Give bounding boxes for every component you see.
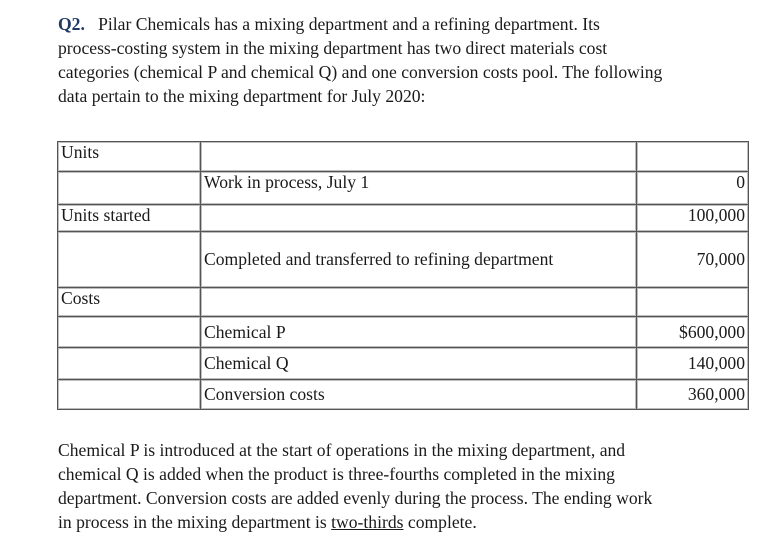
question-intro <box>58 12 748 108</box>
row-value <box>637 288 749 317</box>
row-description: Work in process, July 1 <box>201 172 637 205</box>
outro-line-2: chemical Q is added when the product is three-fourths completed in the mixing <box>58 464 615 484</box>
mixing-department-data-table <box>57 141 749 410</box>
row-description: Conversion costs <box>201 380 637 410</box>
underlined-fraction: two-thirds <box>331 512 404 532</box>
row-label: Units started <box>58 205 201 232</box>
table-row <box>58 205 749 232</box>
row-value: 0 <box>637 172 749 205</box>
question-number: Q2. <box>58 14 85 34</box>
intro-line-4: data pertain to the mixing department for July 2020: <box>58 86 426 106</box>
row-label <box>58 232 201 288</box>
row-value: 100,000 <box>637 205 749 232</box>
table-row <box>58 288 749 317</box>
outro-line-3: department. Conversion costs are added evenly during the process. The ending work <box>58 488 653 508</box>
row-description: Chemical P <box>201 317 637 348</box>
table-row <box>58 232 749 288</box>
table-row <box>58 172 749 205</box>
outro-line-4-end: complete. <box>403 512 477 532</box>
table-row <box>58 142 749 172</box>
question-followup <box>58 438 748 534</box>
row-description: Chemical Q <box>201 348 637 380</box>
outro-line-1: Chemical P is introduced at the start of operations in the mixing department, and <box>58 440 626 460</box>
row-value: 360,000 <box>637 380 749 410</box>
row-label <box>58 380 201 410</box>
row-label: Costs <box>58 288 201 317</box>
row-value <box>637 142 749 172</box>
intro-line-1: Pilar Chemicals has a mixing department and a refining department. Its <box>98 14 600 34</box>
row-value: $600,000 <box>637 317 749 348</box>
row-label <box>58 172 201 205</box>
table-row <box>58 380 749 410</box>
row-label: Units <box>58 142 201 172</box>
row-label <box>58 317 201 348</box>
intro-line-3: categories (chemical P and chemical Q) and one conversion costs pool. The following <box>58 62 663 82</box>
outro-line-4-start: in process in the mixing department is <box>58 512 332 532</box>
row-value: 140,000 <box>637 348 749 380</box>
row-value: 70,000 <box>637 232 749 288</box>
row-description <box>201 205 637 232</box>
row-label <box>58 348 201 380</box>
row-description <box>201 288 637 317</box>
table-row <box>58 317 749 348</box>
table-row <box>58 348 749 380</box>
row-description <box>201 142 637 172</box>
row-description: Completed and transferred to refining department <box>201 232 637 288</box>
intro-line-2: process-costing system in the mixing department has two direct materials cost <box>58 38 608 58</box>
